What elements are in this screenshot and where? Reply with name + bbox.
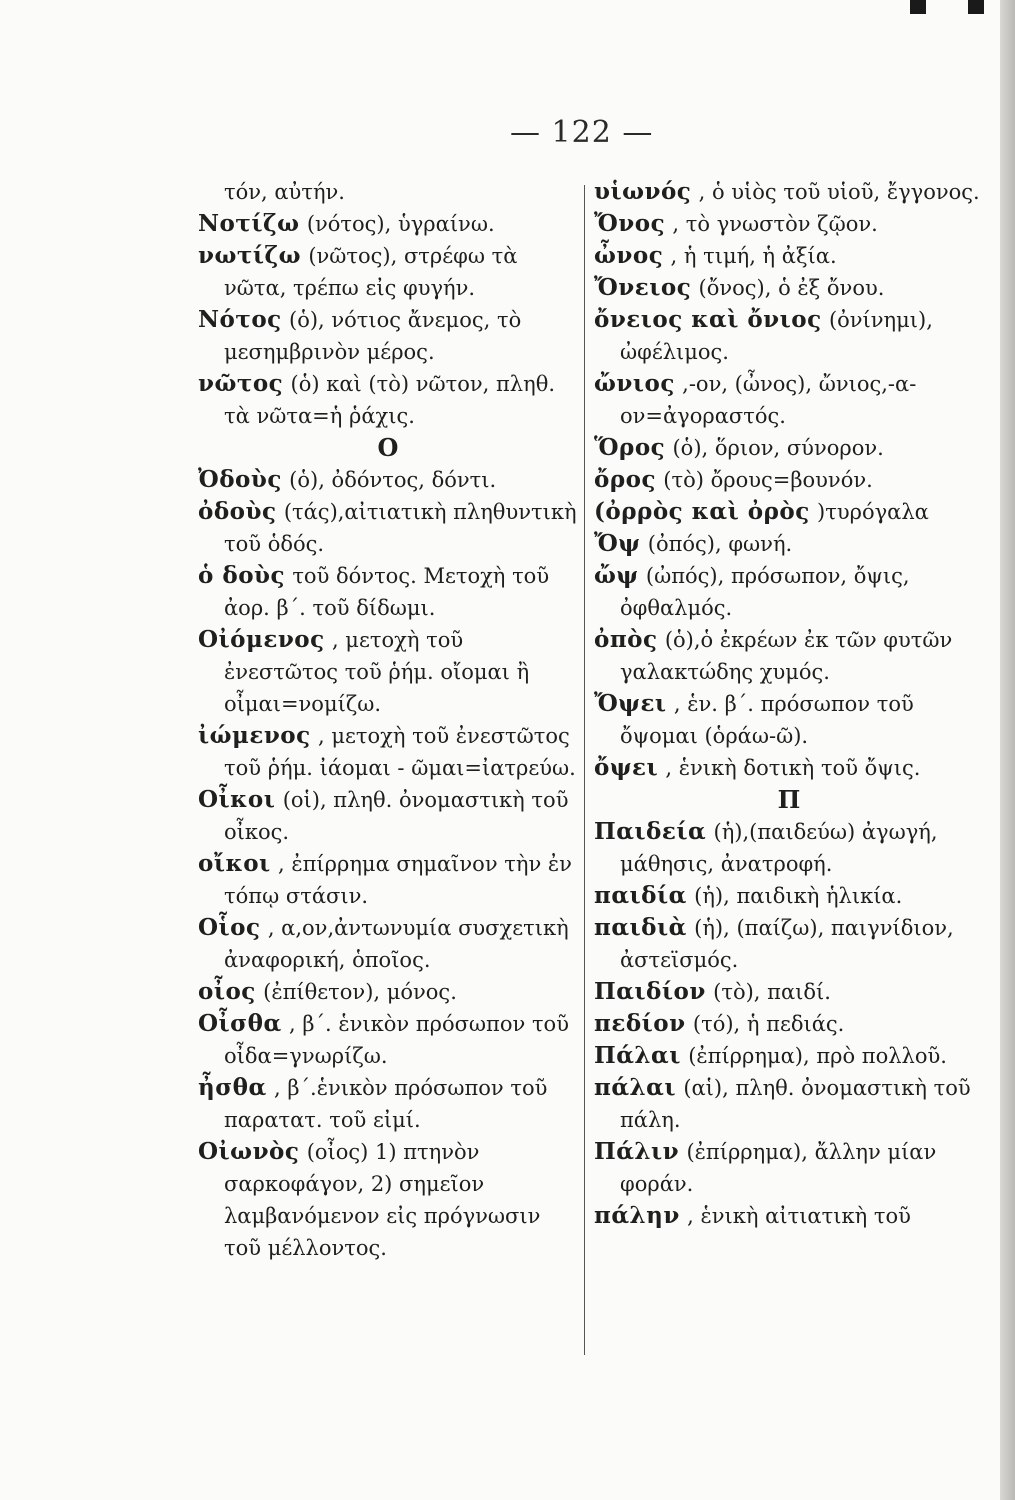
entry-headword: παιδία xyxy=(594,882,687,909)
entry-headword: Ὄνειος xyxy=(594,274,692,301)
dictionary-entry xyxy=(198,1008,578,1072)
dictionary-entry xyxy=(594,912,984,976)
entry-definition: (ἐπίρρημα), πρὸ πολλοῦ. xyxy=(688,1044,947,1068)
dictionary-entry xyxy=(198,624,578,720)
entry-headword: Νότος xyxy=(198,306,282,333)
section-letter: Ο xyxy=(377,433,399,462)
entry-definition: (ἡ), (παίζω), παιγνίδιον, ἀστεϊσμός. xyxy=(620,916,954,972)
entry-headword: παιδιὰ xyxy=(594,914,687,941)
dictionary-entry xyxy=(198,560,578,624)
dictionary-entry xyxy=(198,208,578,240)
corner-mark-right xyxy=(968,0,984,14)
entry-headword: ἦσθα xyxy=(198,1074,267,1101)
dictionary-entry xyxy=(198,304,578,368)
entry-definition: (ὀνίνημι), ὠφέλιμος. xyxy=(620,308,933,364)
entry-headword: Ὀδοὺς xyxy=(198,466,282,493)
entry-headword: ὀπὸς xyxy=(594,626,658,653)
entry-headword: ὄνειος καὶ ὄνιος xyxy=(594,306,822,333)
entry-definition: ,-ον, (ὦνος), ὤνιος,-α-ον=ἀγοραστός. xyxy=(620,372,917,428)
entry-headword: οἴκοι xyxy=(198,850,271,877)
entry-definition: (αἱ), πληθ. ὀνομαστικὴ τοῦ πάλη. xyxy=(620,1076,971,1132)
entry-continuation: τόν, αὐτήν. xyxy=(224,180,345,204)
dictionary-entry xyxy=(594,688,984,752)
entry-headword: ὄρος xyxy=(594,466,656,493)
dictionary-entry xyxy=(594,368,984,432)
right-column xyxy=(594,176,984,1232)
entry-headword: νῶτος xyxy=(198,370,284,397)
entry-definition: (τό), ἡ πεδιάς. xyxy=(692,1012,845,1036)
entry-definition: , ἑν. β΄. πρόσωπον τοῦ ὄψομαι (ὁράω-ῶ). xyxy=(620,692,914,748)
page-number: — 122 — xyxy=(510,115,654,150)
entry-headword: πάλαι xyxy=(594,1074,676,1101)
entry-headword: Ὄψ xyxy=(594,530,641,557)
entry-headword: ὦνος xyxy=(594,242,664,269)
entry-definition: (οἱ), πληθ. ὀνομαστικὴ τοῦ οἶκος. xyxy=(224,788,569,844)
dictionary-entry xyxy=(594,880,984,912)
entry-headword: υἱωνός xyxy=(594,178,692,205)
dictionary-entry xyxy=(594,560,984,624)
entry-definition: , μετοχὴ τοῦ ἐνεστῶτος τοῦ ῥήμ. οἴομαι ἢ οἶμαι=νομίζω. xyxy=(224,628,530,716)
dictionary-entry xyxy=(594,1040,984,1072)
entry-headword: Πάλιν xyxy=(594,1138,680,1165)
dictionary-entry xyxy=(594,624,984,688)
entry-headword: (ὀρρὸς καὶ ὀρὸς xyxy=(594,498,810,525)
entry-definition: (ἡ), παιδικὴ ἡλικία. xyxy=(694,884,903,908)
dictionary-entry xyxy=(198,1136,578,1264)
entry-definition: , ἐπίρρημα σημαῖνον τὴν ἐν τόπῳ στάσιν. xyxy=(224,852,572,908)
entry-headword: Νοτίζω xyxy=(198,210,300,237)
entry-definition: , ἑνικὴ αἰτιατικὴ τοῦ xyxy=(687,1204,911,1228)
dictionary-entry xyxy=(594,464,984,496)
dictionary-entry xyxy=(594,1136,984,1200)
entry-definition: (ὁ), νότιος ἄνεμος, τὸ μεσημβρινὸν μέρος. xyxy=(224,308,522,364)
entry-headword: Παιδίον xyxy=(594,978,706,1005)
entry-definition: (ὁ), ὅριον, σύνορον. xyxy=(672,436,884,460)
entry-definition: , ἑνικὴ δοτικὴ τοῦ ὄψις. xyxy=(665,756,921,780)
entry-headword: Ὄνος xyxy=(594,210,666,237)
corner-mark-left xyxy=(910,0,926,14)
column-divider xyxy=(584,185,585,1355)
entry-definition: (τάς),αἰτιατικὴ πληθυντικὴ τοῦ ὁδός. xyxy=(224,500,577,556)
entry-headword: ὤψ xyxy=(594,562,639,589)
entry-headword: Οἶκοι xyxy=(198,786,276,813)
entry-definition: τοῦ δόντος. Μετοχὴ τοῦ ἀορ. β΄. τοῦ δίδωμι. xyxy=(224,564,550,620)
entry-definition: (ὁ),ὁ ἐκρέων ἐκ τῶν φυτῶν γαλακτώδης χυμός. xyxy=(620,628,953,684)
entry-definition: (ὠπός), πρόσωπον, ὄψις, ὀφθαλμός. xyxy=(620,564,910,620)
entry-headword: νωτίζω xyxy=(198,242,301,269)
dictionary-entry xyxy=(594,304,984,368)
entry-headword: Πάλαι xyxy=(594,1042,681,1069)
entry-definition: (ὁ), ὀδόντος, δόντι. xyxy=(289,468,497,492)
entry-headword: Οἰόμενος xyxy=(198,626,325,653)
dictionary-entry xyxy=(594,976,984,1008)
dictionary-entry xyxy=(198,1072,578,1136)
dictionary-entry xyxy=(198,368,578,432)
page-edge xyxy=(1000,0,1015,1500)
entry-definition: , α,ον,ἀντωνυμία συσχετικὴ ἀναφορική, ὁποῖος. xyxy=(224,916,569,972)
entry-definition: , ἡ τιμή, ἡ ἀξία. xyxy=(670,244,837,268)
entry-definition: (τὸ), παιδί. xyxy=(713,980,831,1004)
entry-definition: , τὸ γνωστὸν ζῷον. xyxy=(672,212,878,236)
dictionary-entry xyxy=(594,496,984,528)
entry-headword: οἶος xyxy=(198,978,256,1005)
entry-definition: , β΄. ἑνικὸν πρόσωπον τοῦ οἶδα=γνωρίζω. xyxy=(224,1012,569,1068)
dictionary-entry xyxy=(198,784,578,848)
dictionary-entry xyxy=(594,528,984,560)
entry-headword: Οἶσθα xyxy=(198,1010,282,1037)
entry-definition: (ἐπίθετον), μόνος. xyxy=(263,980,457,1004)
entry-headword: Ὅρος xyxy=(594,434,666,461)
dictionary-entry xyxy=(594,816,984,880)
entry-definition: (ἐπίρρημα), ἄλλην μίαν φοράν. xyxy=(620,1140,937,1196)
entry-definition: , β΄.ἑνικὸν πρόσωπον τοῦ παρατατ. τοῦ εἰμί. xyxy=(224,1076,548,1132)
dictionary-entry xyxy=(594,1072,984,1136)
entry-definition: (νότος), ὑγραίνω. xyxy=(306,212,495,236)
entry-headword: Παιδεία xyxy=(594,818,707,845)
dictionary-entry xyxy=(198,496,578,560)
dictionary-entry xyxy=(594,1200,984,1232)
dictionary-entry xyxy=(198,912,578,976)
entry-headword: Οἷος xyxy=(198,914,261,941)
entry-headword: ὁ δοὺς xyxy=(198,562,285,589)
entry-definition: , ὁ υἱὸς τοῦ υἱοῦ, ἔγγονος. xyxy=(698,180,980,204)
entry-headword: ἰώμενος xyxy=(198,722,311,749)
section-letter: Π xyxy=(777,785,801,814)
dictionary-entry xyxy=(594,208,984,240)
entry-definition: (ὄνος), ὁ ἐξ ὄνου. xyxy=(698,276,885,300)
entry-headword: Οἰωνὸς xyxy=(198,1138,300,1165)
entry-headword: Ὄψει xyxy=(594,690,667,717)
entry-headword: ὤνιος xyxy=(594,370,675,397)
dictionary-entry xyxy=(198,240,578,304)
entry-headword: πεδίον xyxy=(594,1010,686,1037)
dictionary-entry xyxy=(594,176,984,208)
dictionary-entry xyxy=(198,720,578,784)
left-column xyxy=(198,176,578,1264)
dictionary-entry xyxy=(594,1008,984,1040)
entry-headword: ὀδοὺς xyxy=(198,498,277,525)
entry-definition: , μετοχὴ τοῦ ἐνεστῶτος τοῦ ῥήμ. ἰάομαι - ῶμαι=ἰατρεύω. xyxy=(224,724,576,780)
dictionary-entry xyxy=(198,464,578,496)
entry-definition: (νῶτος), στρέφω τὰ νῶτα, τρέπω εἰς φυγήν. xyxy=(224,244,518,300)
entry-definition: (ὀπός), φωνή. xyxy=(647,532,793,556)
dictionary-entry xyxy=(594,432,984,464)
entry-definition: (ὁ) καὶ (τὸ) νῶτον, πληθ. τὰ νῶτα=ἡ ῥάχις. xyxy=(224,372,556,428)
entry-definition: (ἡ),(παιδεύω) ἀγωγή, μάθησις, ἀνατροφή. xyxy=(620,820,938,876)
entry-definition: (τὸ) ὄρους=βουνόν. xyxy=(663,468,873,492)
entry-headword: πάλην xyxy=(594,1202,680,1229)
dictionary-entry xyxy=(198,848,578,912)
dictionary-entry xyxy=(594,752,984,784)
entry-definition: (οἶος) 1) πτηνὸν σαρκοφάγον, 2) σημεῖον λαμβανόμενον εἰς πρόγνωσιν τοῦ μέλλοντος. xyxy=(224,1140,541,1260)
entry-headword: ὄψει xyxy=(594,754,659,781)
entry-definition: )τυρόγαλα xyxy=(817,500,929,524)
dictionary-entry xyxy=(198,976,578,1008)
dictionary-entry xyxy=(594,272,984,304)
dictionary-entry xyxy=(594,240,984,272)
